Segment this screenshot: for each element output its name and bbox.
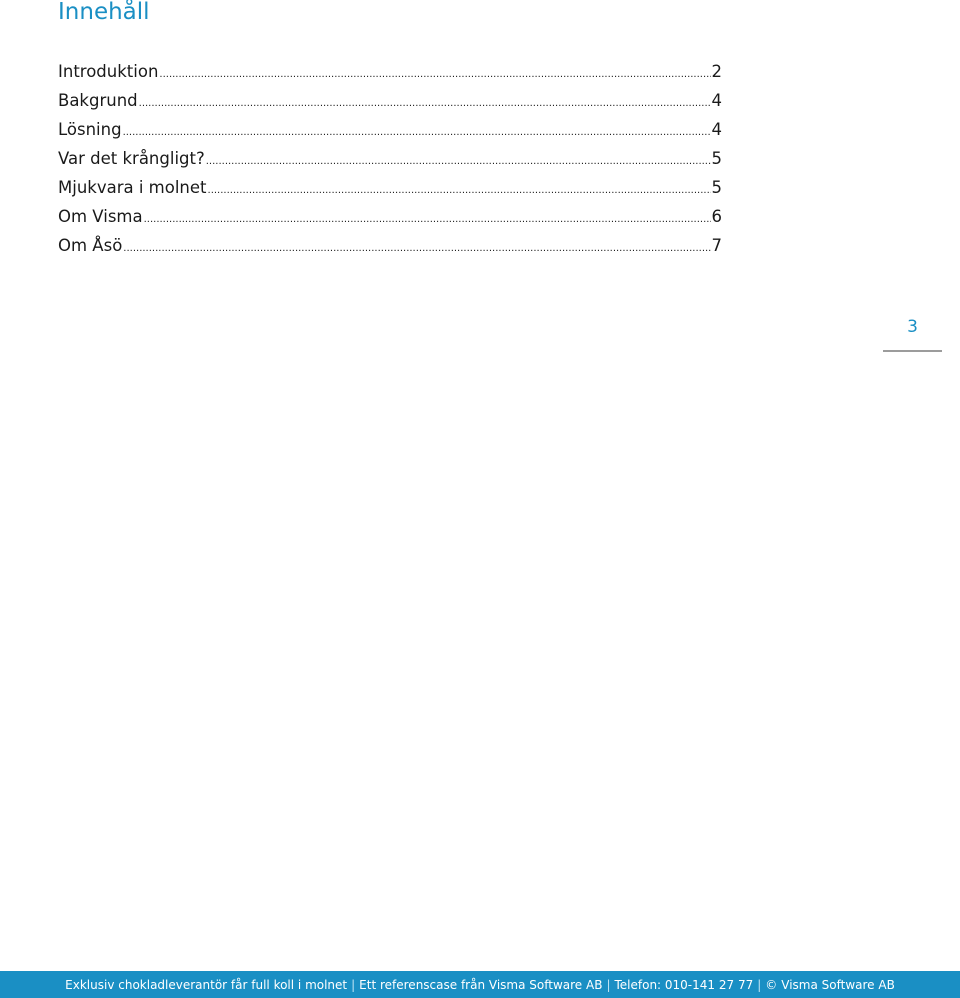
footer-reference-case: Ett referenscase från Visma Software AB bbox=[359, 977, 603, 992]
toc-entry-om-aso[interactable] bbox=[58, 231, 722, 260]
toc-entry-title: Introduktion bbox=[58, 62, 159, 81]
table-of-contents bbox=[58, 57, 722, 260]
toc-dot-leader bbox=[139, 89, 711, 118]
toc-entry-page: 2 bbox=[711, 62, 722, 81]
footer-phone: Telefon: 010-141 27 77 bbox=[614, 977, 754, 992]
footer-copyright-holder: Visma Software AB bbox=[781, 977, 895, 992]
toc-entry-page: 6 bbox=[711, 207, 722, 226]
toc-entry-introduktion[interactable] bbox=[58, 57, 722, 86]
toc-heading: Innehåll bbox=[58, 0, 150, 25]
toc-dot-leader bbox=[159, 60, 710, 89]
toc-entry-title: Var det krångligt? bbox=[58, 149, 205, 168]
footer-separator: | bbox=[757, 977, 762, 992]
toc-entry-bakgrund[interactable] bbox=[58, 86, 722, 115]
toc-entry-page: 7 bbox=[711, 236, 722, 255]
toc-entry-mjukvara-i-molnet[interactable] bbox=[58, 173, 722, 202]
toc-dot-leader bbox=[144, 205, 711, 234]
toc-entry-title: Mjukvara i molnet bbox=[58, 178, 207, 197]
toc-entry-var-det-kranligt[interactable] bbox=[58, 144, 722, 173]
page-number: 3 bbox=[907, 317, 918, 337]
toc-entry-page: 5 bbox=[711, 178, 722, 197]
footer-bar bbox=[0, 971, 960, 998]
toc-dot-leader bbox=[208, 176, 711, 205]
toc-entry-om-visma[interactable] bbox=[58, 202, 722, 231]
footer-separator: | bbox=[351, 977, 356, 992]
toc-dot-leader bbox=[123, 234, 710, 263]
toc-entry-title: Om Åsö bbox=[58, 236, 123, 255]
toc-dot-leader bbox=[123, 118, 711, 147]
toc-entry-page: 5 bbox=[711, 149, 722, 168]
toc-entry-title: Lösning bbox=[58, 120, 122, 139]
footer-separator: | bbox=[606, 977, 611, 992]
toc-dot-leader bbox=[206, 147, 711, 176]
toc-entry-page: 4 bbox=[711, 120, 722, 139]
footer-tagline: Exklusiv chokladleverantör får full koll i molnet bbox=[65, 977, 348, 992]
page-number-rule bbox=[883, 350, 942, 352]
toc-entry-title: Bakgrund bbox=[58, 91, 138, 110]
toc-entry-title: Om Visma bbox=[58, 207, 143, 226]
toc-entry-losning[interactable] bbox=[58, 115, 722, 144]
toc-entry-page: 4 bbox=[711, 91, 722, 110]
copyright-icon: © bbox=[765, 977, 778, 992]
